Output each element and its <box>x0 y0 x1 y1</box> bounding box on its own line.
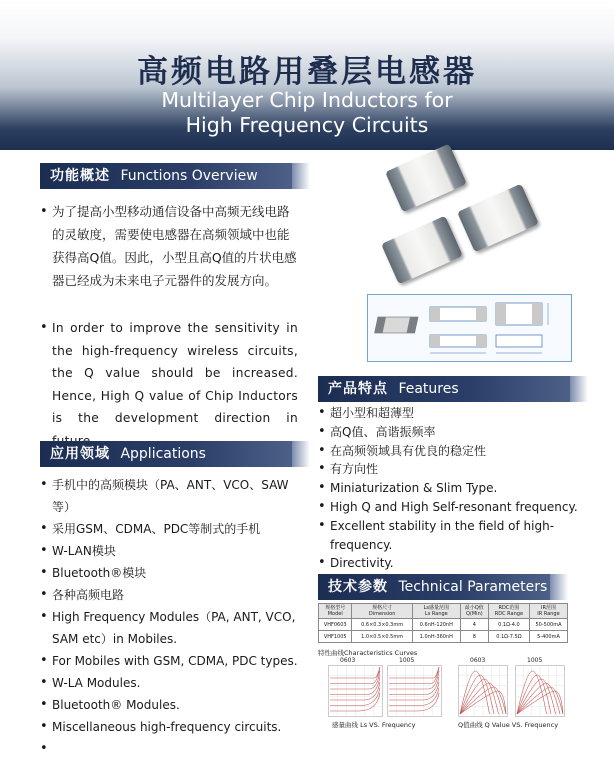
title-chinese: 高频电路用叠层电感器 <box>137 54 477 90</box>
applications-heading <box>40 441 292 467</box>
applications-list <box>40 474 302 738</box>
features-heading <box>318 376 570 402</box>
functions-paragraph-cn-list <box>40 200 298 292</box>
inductance-curve-1005 <box>387 665 442 717</box>
curve-label: 1005 <box>399 657 415 664</box>
page-header <box>0 0 614 150</box>
list-item: • Miniaturization & Slim Type. <box>318 479 580 498</box>
features-heading-en: Features <box>398 381 459 397</box>
chip-inductor-image <box>457 184 539 253</box>
table-cell: 0.6×0.3×0.3mm <box>352 619 412 631</box>
technical-heading-cn: 技术参数 <box>328 579 388 595</box>
list-item: • Excellent stability in the field of high-frequency. <box>318 517 580 555</box>
table-header-cell: Ls感量范围 Ls Range <box>412 604 460 619</box>
parameters-table <box>318 603 568 643</box>
list-item: • 手机中的高频模块（PA、ANT、VCO、SAW等） <box>40 474 302 518</box>
q-value-curve-0603 <box>458 665 508 717</box>
functions-heading-en: Functions Overview <box>120 168 258 184</box>
curve-label: 0603 <box>470 657 486 664</box>
table-cell: 5-400mA <box>529 631 567 643</box>
technical-heading-en: Technical Parameters <box>398 579 548 595</box>
title-english-line-2: High Frequency Circuits <box>185 113 429 137</box>
table-cell: 8 <box>460 631 488 643</box>
curve-caption-ls: 感量曲线 Ls VS. Frequency <box>332 721 416 729</box>
q-value-curve-1005 <box>515 665 565 717</box>
list-item: • W-LA Modules. <box>40 672 302 694</box>
table-cell: 0.1Ω-4.0 <box>488 619 529 631</box>
list-item: • Bluetooth®模块 <box>40 562 302 584</box>
list-item: • High Frequency Modules（PA, ANT, VCO, SAM etc）in Mobiles. <box>40 606 302 650</box>
table-cell: 4 <box>460 619 488 631</box>
table-cell: 0.6nH-120nH <box>412 619 460 631</box>
curves-title: 特性曲线Characteristics Curves <box>318 649 418 657</box>
list-item: • 在高频领域具有优良的稳定性 <box>318 442 580 461</box>
technical-heading <box>318 574 550 600</box>
list-item: • High Q and High Self-resonant frequency. <box>318 498 580 517</box>
table-header-cell: IR范围 IR Range <box>529 604 567 619</box>
chip-inductor-image <box>385 144 467 213</box>
features-heading-cn: 产品特点 <box>328 381 388 397</box>
list-item: • Miscellaneous high-frequency circuits. <box>40 716 302 738</box>
table-cell: VHF1005 <box>319 631 352 643</box>
list-item: • For Mobiles with GSM, CDMA, PDC types. <box>40 650 302 672</box>
functions-paragraph-cn: • 为了提高小型移动通信设备中高频无线电路的灵敏度，需要使电感器在高频领域中也能获得高Q值。因此，小型且高Q值的片状电感器已经成为未来电子元器件的发展方向。 <box>40 200 298 292</box>
inductance-curve-0603 <box>328 665 383 717</box>
table-header-cell: 最小Q值 Q(Min) <box>460 604 488 619</box>
functions-heading-cn: 功能概述 <box>50 168 110 184</box>
applications-heading-cn: 应用领域 <box>50 446 110 462</box>
table-cell: 1.0×0.5×0.5mm <box>352 631 412 643</box>
list-item: • W-LAN模块 <box>40 540 302 562</box>
table-row <box>319 631 568 643</box>
table-cell: 1.0nH-360nH <box>412 631 460 643</box>
features-list <box>318 404 580 573</box>
list-item: • 各种高频电路 <box>40 584 302 606</box>
chip-inductor-image <box>381 216 463 285</box>
list-item: • 超小型和超薄型 <box>318 404 580 423</box>
table-header-cell: 规格型号 Model <box>319 604 352 619</box>
list-item: • Bluetooth® Modules. <box>40 694 302 716</box>
table-row <box>319 619 568 631</box>
chip-inductors-photo <box>385 150 580 290</box>
table-cell: 50-500mA <box>529 619 567 631</box>
list-item: • Directivity. <box>318 554 580 573</box>
curve-label: 1005 <box>527 657 543 664</box>
table-cell: VHF0603 <box>319 619 352 631</box>
table-header-row <box>319 604 568 619</box>
title-english-line-1: Multilayer Chip Inductors for <box>161 88 453 112</box>
table-cell: 0.1Ω-7.5Ω <box>488 631 529 643</box>
functions-heading <box>40 163 292 189</box>
list-item: • 高Q值、高谐振频率 <box>318 423 580 442</box>
list-item: • 有方向性 <box>318 460 580 479</box>
functions-paragraph-en-list <box>40 317 298 452</box>
table-header-cell: 规格尺寸 Dimension <box>352 604 412 619</box>
dimension-drawing <box>367 294 572 362</box>
functions-paragraph-en: • In order to improve the sensitivity in the high-frequency wireless circuits, the Q value should be increased. Hence, High Q value of Chip Inductors is the development direction in <box>40 317 298 452</box>
applications-heading-en: Applications <box>120 446 206 462</box>
table-header-cell: RDC范围 RDC Range <box>488 604 529 619</box>
curve-caption-q: Q值曲线 Q Value VS. Frequency <box>458 721 559 729</box>
curve-label: 0603 <box>340 657 356 664</box>
list-item: • 采用GSM、CDMA、PDC等制式的手机 <box>40 518 302 540</box>
